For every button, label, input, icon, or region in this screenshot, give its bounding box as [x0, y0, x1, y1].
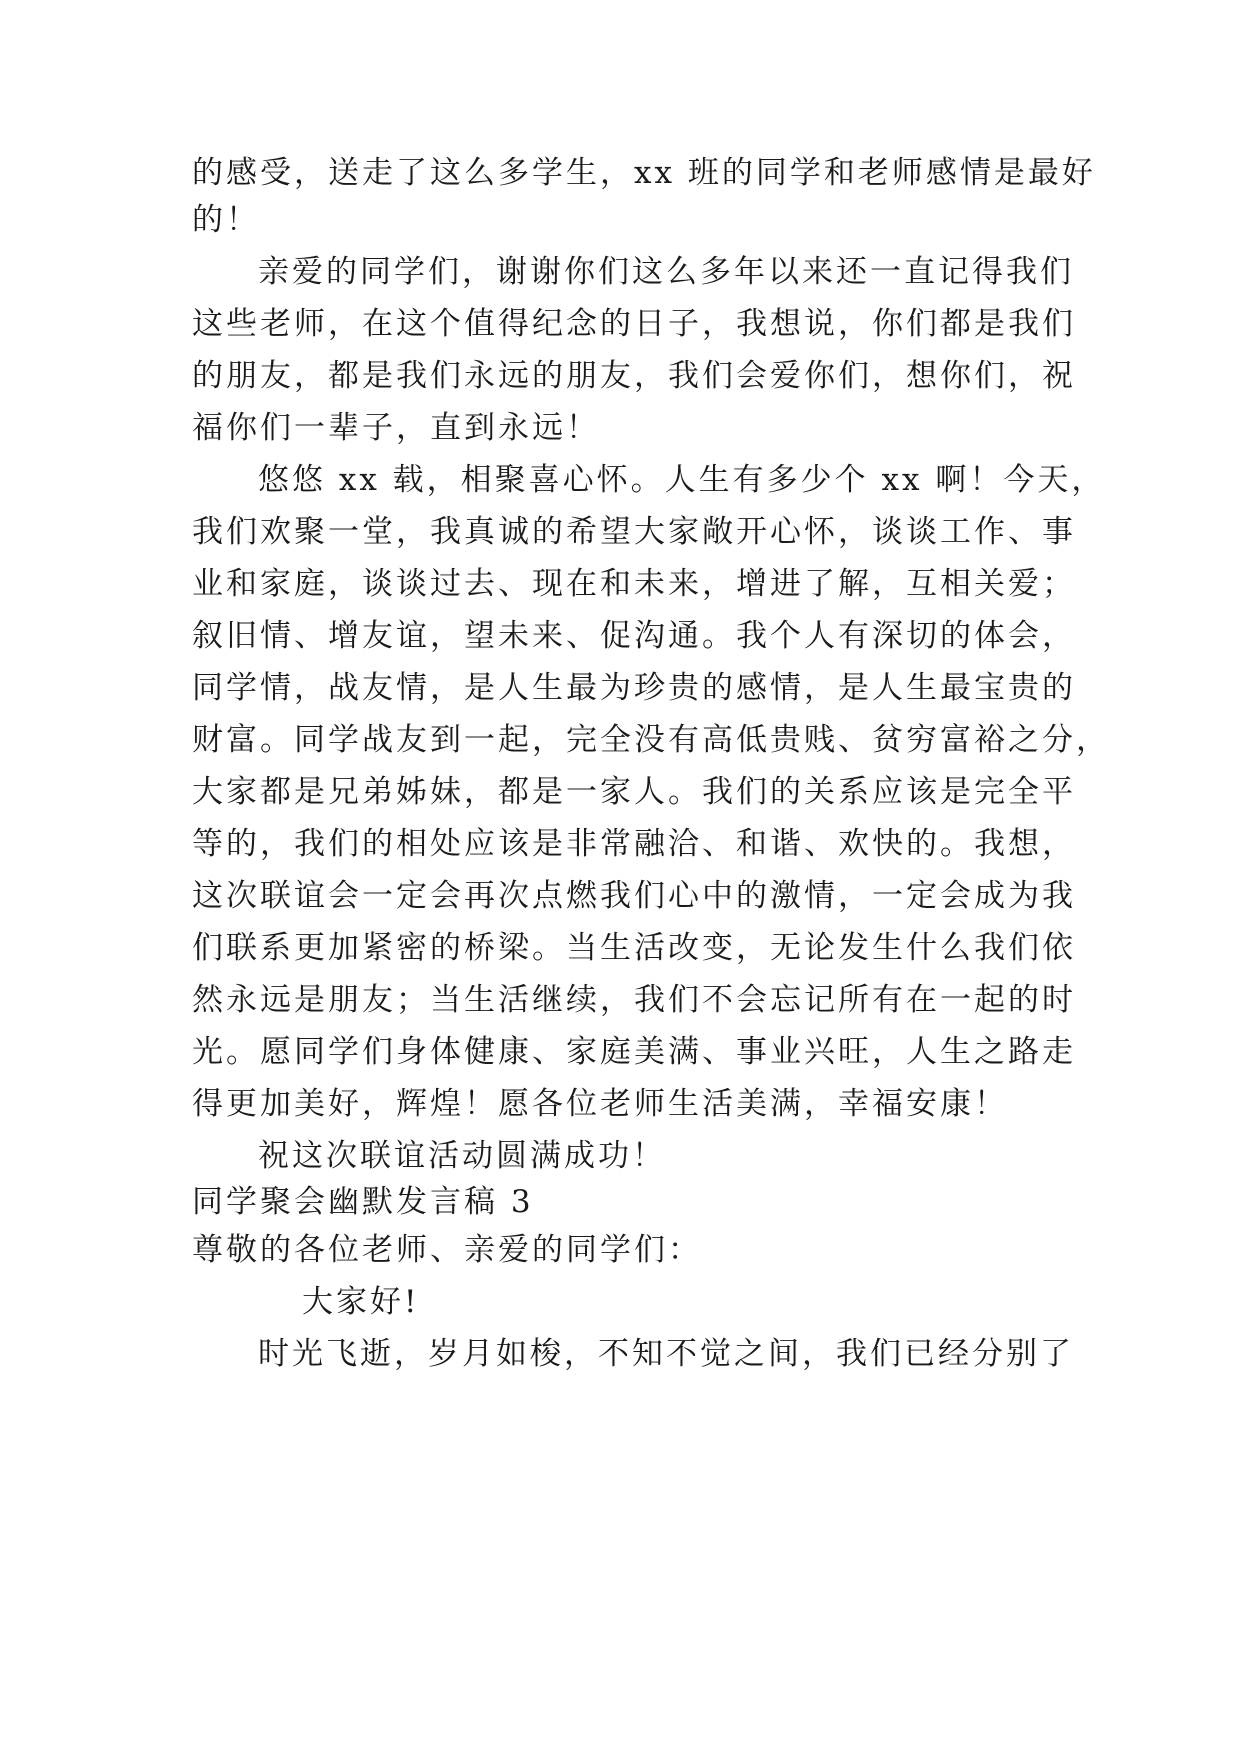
paragraph-line: 叙旧情、增友谊，望未来、促沟通。我个人有深切的体会，	[192, 618, 1076, 654]
paragraph-line: 同学情，战友情，是人生最为珍贵的感情，是人生最宝贵的	[192, 670, 1076, 706]
section-heading: 同学聚会幽默发言稿 3	[192, 1184, 534, 1220]
paragraph-line: 的感受，送走了这么多学生，xx 班的同学和老师感情是最好	[192, 155, 1096, 191]
paragraph-line: 这些老师，在这个值得纪念的日子，我想说，你们都是我们	[192, 306, 1076, 342]
paragraph-line: 悠悠 xx 载，相聚喜心怀。人生有多少个 xx 啊！今天，	[258, 462, 1106, 498]
paragraph-line: 祝这次联谊活动圆满成功！	[258, 1138, 666, 1174]
paragraph-line: 的！	[192, 202, 260, 238]
paragraph-line: 得更加美好，辉煌！愿各位老师生活美满，幸福安康！	[192, 1086, 1008, 1122]
paragraph-line: 福你们一辈子，直到永远！	[192, 410, 600, 446]
paragraph-line: 这次联谊会一定会再次点燃我们心中的激情，一定会成为我	[192, 878, 1076, 914]
paragraph-line: 亲爱的同学们，谢谢你们这么多年以来还一直记得我们	[258, 254, 1074, 290]
paragraph-line: 业和家庭，谈谈过去、现在和未来，增进了解，互相关爱；	[192, 566, 1076, 602]
paragraph-line: 的朋友，都是我们永远的朋友，我们会爱你们，想你们，祝	[192, 358, 1076, 394]
paragraph-line: 时光飞逝，岁月如梭，不知不觉之间，我们已经分别了	[258, 1336, 1074, 1372]
paragraph-line: 光。愿同学们身体健康、家庭美满、事业兴旺，人生之路走	[192, 1034, 1076, 1070]
paragraph-line: 们联系更加紧密的桥梁。当生活改变，无论发生什么我们依	[192, 930, 1076, 966]
paragraph-line: 等的，我们的相处应该是非常融洽、和谐、欢快的。我想，	[192, 826, 1076, 862]
paragraph-line: 我们欢聚一堂，我真诚的希望大家敞开心怀，谈谈工作、事	[192, 514, 1076, 550]
greeting: 大家好!	[302, 1284, 420, 1320]
paragraph-line: 大家都是兄弟姊妹，都是一家人。我们的关系应该是完全平	[192, 774, 1076, 810]
salutation: 尊敬的各位老师、亲爱的同学们：	[192, 1232, 702, 1268]
paragraph-line: 然永远是朋友；当生活继续，我们不会忘记所有在一起的时	[192, 982, 1076, 1018]
paragraph-line: 财富。同学战友到一起，完全没有高低贵贱、贫穷富裕之分，	[192, 722, 1110, 758]
